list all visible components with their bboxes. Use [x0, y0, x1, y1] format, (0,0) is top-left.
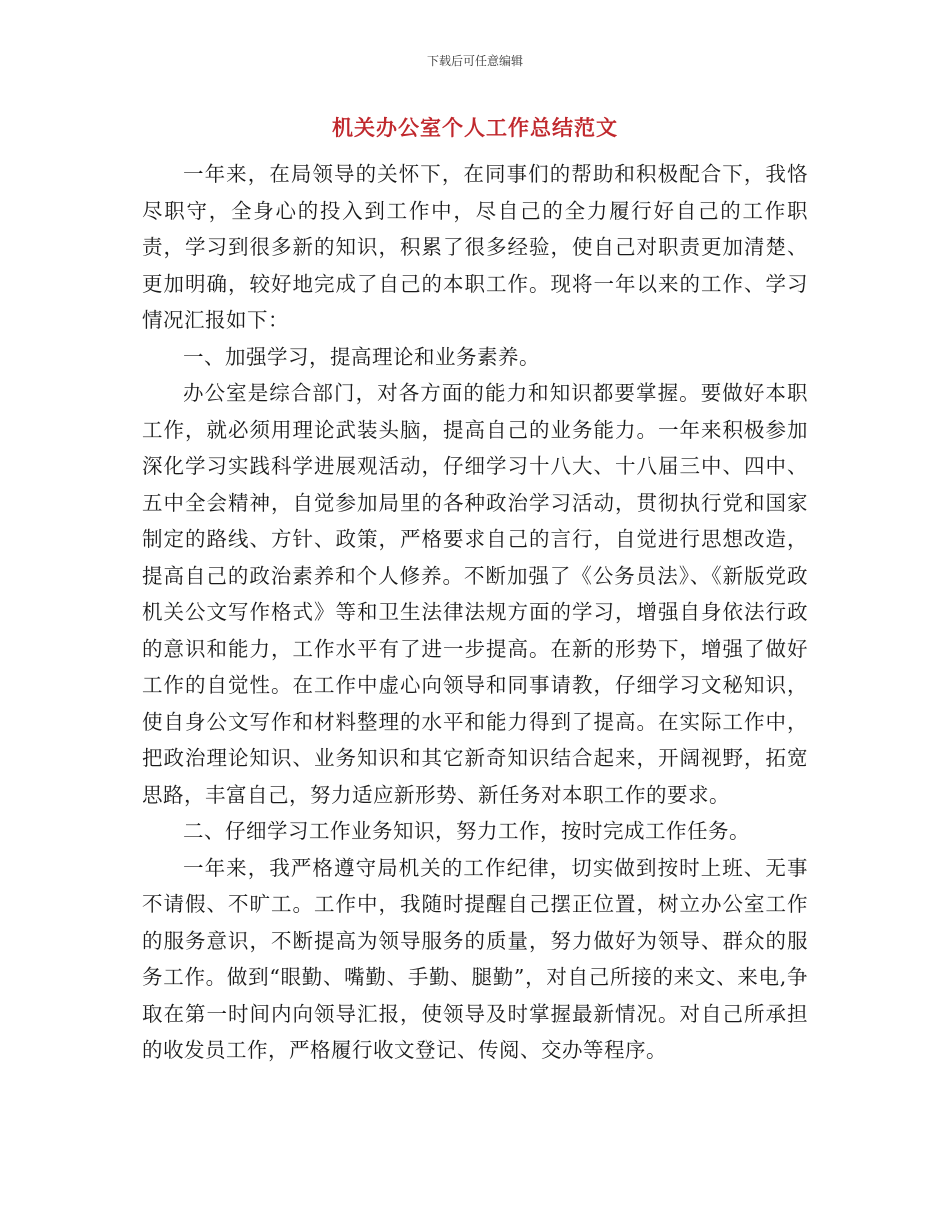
header-note: 下载后可任意编辑: [426, 54, 523, 68]
section-heading-2: 二、仔细学习工作业务知识，努力工作，按时完成工作任务。: [183, 819, 750, 843]
document-title: 机关办公室个人工作总结范文: [332, 116, 618, 140]
paragraph-section-2: 一年来，我严格遵守局机关的工作纪律，切实做到按时上班、无事不请假、不旷工。工作中，我随时提醒自己摆正位置，树立办公室工作的服务意识，不断提高为领导服务的质量，努力做好为领导、群众的服务工作。做到“眼勤、嘴勤、手勤、腿勤”，对自己所接的来文、来电,争取在第一时间内向领导汇报，使领导及时掌握最新情况。对自己所承担的收发员工作，严格履行收文登记、传阅、交办等程序。: [142, 855, 808, 1062]
section-heading-1: 一、加强学习，提高理论和业务素养。: [183, 344, 540, 369]
paragraph-intro: 一年来，在局领导的关怀下，在同事们的帮助和积极配合下，我恪尽职守，全身心的投入到工作中，尽自己的全力履行好自己的工作职责，学习到很多新的知识，积累了很多经验，使自己对职责更加清楚、更加明确，较好地完成了自己的本职工作。现将一年以来的工作、学习情况汇报如下：: [142, 162, 808, 332]
document-body: [142, 156, 808, 1069]
paragraph-section-1: 办公室是综合部门，对各方面的能力和知识都要掌握。要做好本职工作，就必须用理论武装头脑，提高自己的业务能力。一年来积极参加深化学习实践科学进展观活动，仔细学习十八大、十八届三中、四中、五中全会精神，自觉参加局里的各种政治学习活动，贯彻执行党和国家制定的路线、方针、政策，严格要求自己的言行，自觉进行思想改造，提高自己的政治素养和个人修养。不断加强了《公务员法》、《新版党政机关公文写作格式》等和卫生法律法规方面的学习，增强自身依法行政的意识和能力，工作水平有了进一步提高。在新的形势下，增强了做好工作的自觉性。在工作中虚心向领导和同事请教，仔细学习文秘知识，使自身公文写作和材料整理的水平和能力得到了提高。在实际工作中，把政治理论知识、业务知识和其它新奇知识结合起来，开阔视野，拓宽思路，丰富自己，努力适应新形势、新任务对本职工作的要求。: [142, 381, 808, 807]
